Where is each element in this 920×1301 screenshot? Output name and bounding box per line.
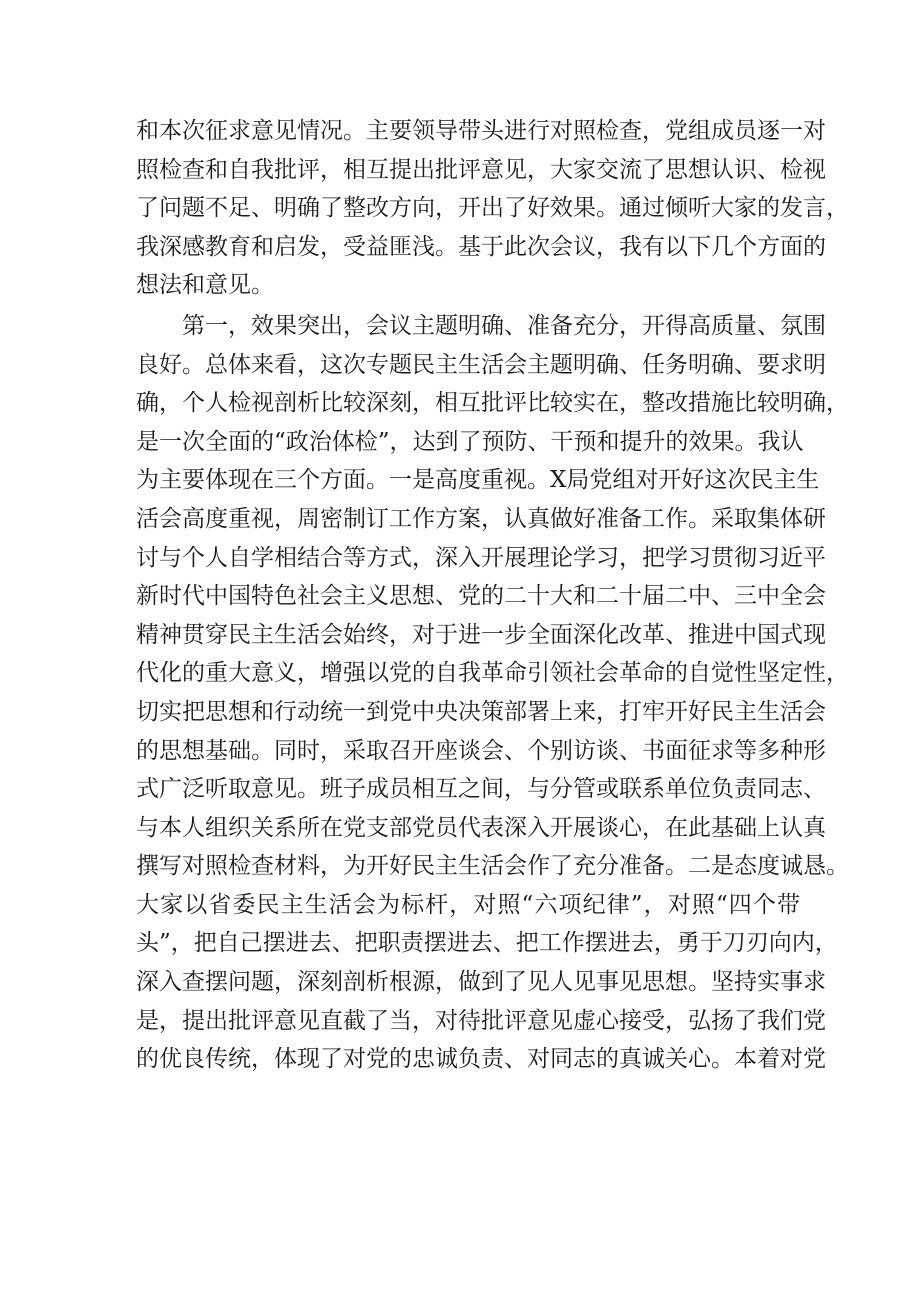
text-line: 大家以省委民主生活会为标杆，对照“六项纪律”，对照“四个带 [136, 891, 800, 918]
text-line: 的优良传统，体现了对党的忠诚负责、对同志的真诚关心。本着对党 [136, 1046, 826, 1073]
text-line: 想法和意见。 [136, 272, 274, 299]
text-line: 良好。总体来看，这次专题民主生活会主题明确、任务明确、要求明 [136, 351, 826, 378]
text-line: 活会高度重视，周密制订工作方案，认真做好准备工作。采取集体研 [136, 505, 826, 532]
text-line: 是一次全面的“政治体检”，达到了预防、干预和提升的效果。我认 [136, 428, 804, 455]
text-line: 新时代中国特色社会主义思想、党的二十大和二十届二中、三中全会 [136, 583, 826, 610]
text-line: 撰写对照检查材料，为开好民主生活会作了充分准备。二是态度诚恳。 [136, 853, 849, 880]
text-line: 第一，效果突出，会议主题明确、准备充分，开得高质量、氛围 [182, 312, 826, 339]
document-body [136, 112, 849, 1079]
text-line: 代化的重大意义，增强以党的自我革命引领社会革命的自觉性坚定性， [136, 660, 849, 687]
text-line: 确，个人检视剖析比较深刻，相互批评比较实在，整改措施比较明确， [136, 390, 849, 417]
text-line: 深入查摆问题，深刻剖析根源，做到了见人见事见思想。坚持实事求 [136, 969, 826, 996]
text-line: 照检查和自我批评，相互提出批评意见，大家交流了思想认识、检视 [136, 156, 826, 183]
text-line: 我深感教育和启发，受益匪浅。基于此次会议，我有以下几个方面的 [136, 233, 826, 260]
text-line: 讨与个人自学相结合等方式，深入开展理论学习，把学习贯彻习近平 [136, 544, 826, 571]
text-line: 头”，把自己摆进去、把职责摆进去、把工作摆进去，勇于刀刃向内， [136, 930, 838, 957]
paragraph-1 [136, 112, 849, 305]
text-line: 精神贯穿民主生活会始终，对于进一步全面深化改革、推进中国式现 [136, 621, 826, 648]
text-line: 是，提出批评意见直截了当，对待批评意见虚心接受，弘扬了我们党 [136, 1007, 826, 1034]
text-line: 和本次征求意见情况。主要领导带头进行对照检查，党组成员逐一对 [136, 118, 826, 144]
paragraph-2 [136, 307, 849, 1079]
text-line: 了问题不足、明确了整改方向，开出了好效果。通过倾听大家的发言， [136, 195, 849, 222]
text-line: 的思想基础。同时，采取召开座谈会、个别访谈、书面征求等多种形 [136, 737, 826, 764]
text-line: 切实把思想和行动统一到党中央决策部署上来，打牢开好民主生活会 [136, 698, 826, 725]
text-line: 与本人组织关系所在党支部党员代表深入开展谈心，在此基础上认真 [136, 814, 826, 841]
text-line: 式广泛听取意见。班子成员相互之间，与分管或联系单位负责同志、 [136, 776, 826, 803]
text-line: 为主要体现在三个方面。一是高度重视。X局党组对开好这次民主生 [136, 467, 820, 494]
